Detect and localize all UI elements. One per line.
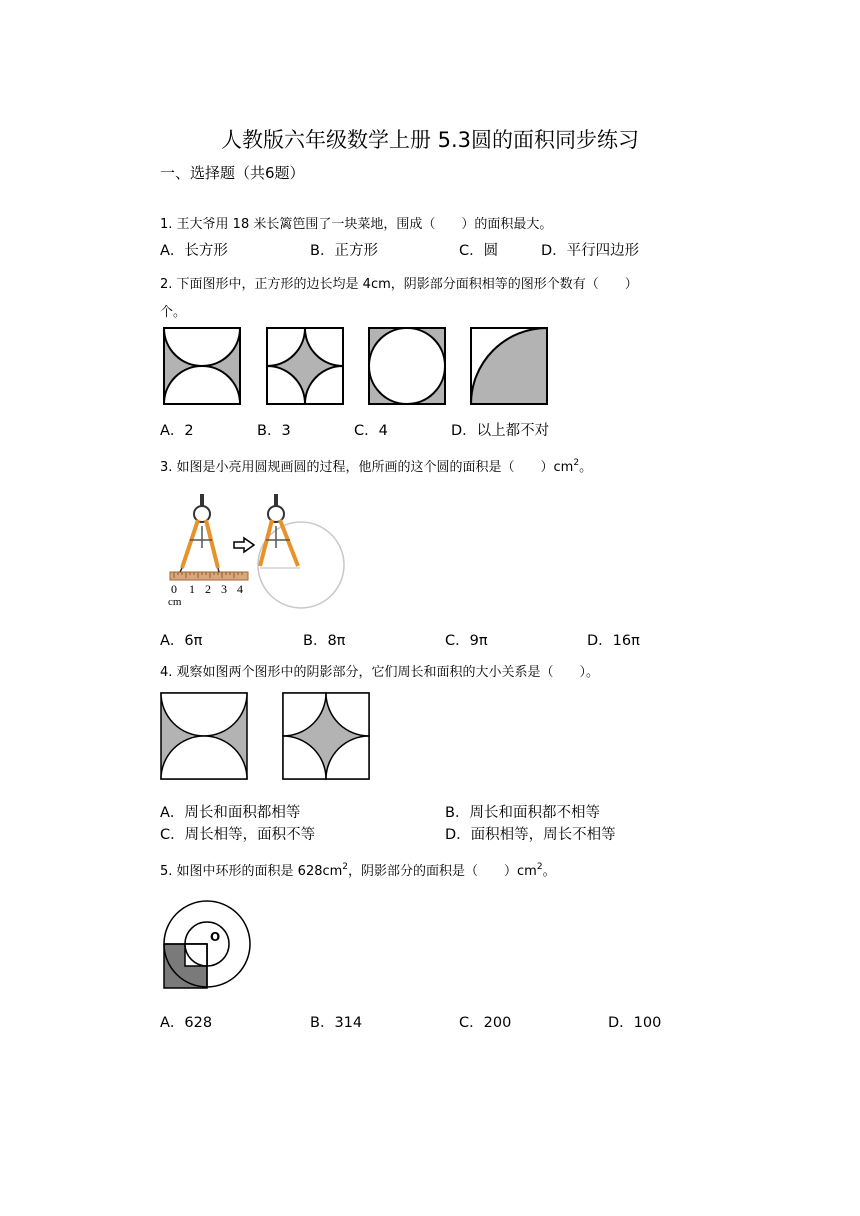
q3-stem-end: 。: [579, 460, 593, 475]
ruler-label-2: 2: [205, 582, 211, 596]
q5-stem-end: 。: [542, 864, 556, 879]
q2-figure-1: [164, 328, 240, 404]
question-5-stem: [160, 860, 556, 879]
q2-option-a[interactable]: A．2: [160, 423, 194, 439]
q5-stem-text: 5. 如图中环形的面积是 628cm: [160, 864, 343, 879]
q2-figure-4: [471, 328, 547, 404]
question-3-stem: [160, 456, 592, 475]
compass-on-ruler: [180, 494, 219, 572]
q4-figures: [160, 692, 374, 782]
q2-option-d[interactable]: D．以上都不对: [451, 423, 550, 439]
center-label: O: [210, 930, 221, 944]
q5-ring-figure: [160, 900, 260, 996]
q1-option-c[interactable]: C．圆: [459, 243, 499, 259]
q3-option-b[interactable]: B．8π: [303, 633, 346, 649]
question-4-stem: 4. 观察如图两个图形中的阴影部分，它们周长和面积的大小关系是（ ）。: [160, 665, 600, 680]
q4-option-d[interactable]: D．面积相等，周长不相等: [445, 827, 616, 843]
q5-option-b[interactable]: B．314: [310, 1015, 363, 1031]
q1-option-b[interactable]: B．正方形: [310, 243, 378, 259]
q2-figure-3: [369, 328, 445, 404]
ruler-label-1: 1: [189, 582, 195, 596]
q1-option-d[interactable]: D．平行四边形: [541, 243, 640, 259]
q4-option-c[interactable]: C．周长相等，面积不等: [160, 827, 316, 843]
ruler-unit: cm: [168, 596, 182, 608]
ruler-label-4: 4: [237, 582, 243, 596]
q3-stem-sup: 2: [573, 458, 580, 468]
q3-option-a[interactable]: A．6π: [160, 633, 203, 649]
q5-option-a[interactable]: A．628: [160, 1015, 213, 1031]
ruler-label-0: 0: [171, 582, 177, 596]
compass-drawing: [260, 494, 300, 568]
q3-option-d[interactable]: D．16π: [587, 633, 640, 649]
q4-figure-1: [161, 693, 247, 779]
q5-stem-sup: 2: [342, 862, 349, 872]
drawn-circle: [258, 522, 344, 608]
q2-figures: [162, 326, 554, 406]
q5-stem-sup2: 2: [536, 862, 543, 872]
section-heading: 一、选择题（共6题）: [160, 164, 305, 182]
q2-figure-2: [267, 328, 343, 404]
q5-option-d[interactable]: D．100: [608, 1015, 662, 1031]
q2-option-c[interactable]: C．4: [354, 423, 388, 439]
q5-stem-mid: ，阴影部分的面积是（ ）cm: [348, 864, 537, 879]
question-2-stem-cont: 个。: [160, 305, 187, 320]
right-arrow-icon: [234, 538, 254, 552]
question-1-stem: 1. 王大爷用 18 米长篱笆围了一块菜地，围成（ ）的面积最大。: [160, 217, 553, 232]
q3-compass-figure: [160, 490, 350, 612]
ruler-label-3: 3: [221, 582, 227, 596]
q3-option-c[interactable]: C．9π: [445, 633, 488, 649]
q2-option-b[interactable]: B．3: [257, 423, 291, 439]
q4-figure-2: [283, 693, 369, 779]
q1-option-a[interactable]: A．长方形: [160, 243, 228, 259]
q4-option-a[interactable]: A．周长和面积都相等: [160, 805, 301, 821]
question-2-stem: 2. 下面图形中，正方形的边长均是 4cm，阴影部分面积相等的图形个数有（ ）: [160, 277, 638, 292]
q5-option-c[interactable]: C．200: [459, 1015, 512, 1031]
q3-stem-text: 3. 如图是小亮用圆规画圆的过程，他所画的这个圆的面积是（ ）cm: [160, 460, 574, 475]
page-title: 人教版六年级数学上册 5.3圆的面积同步练习: [220, 128, 640, 152]
q4-option-b[interactable]: B．周长和面积都不相等: [445, 805, 600, 821]
